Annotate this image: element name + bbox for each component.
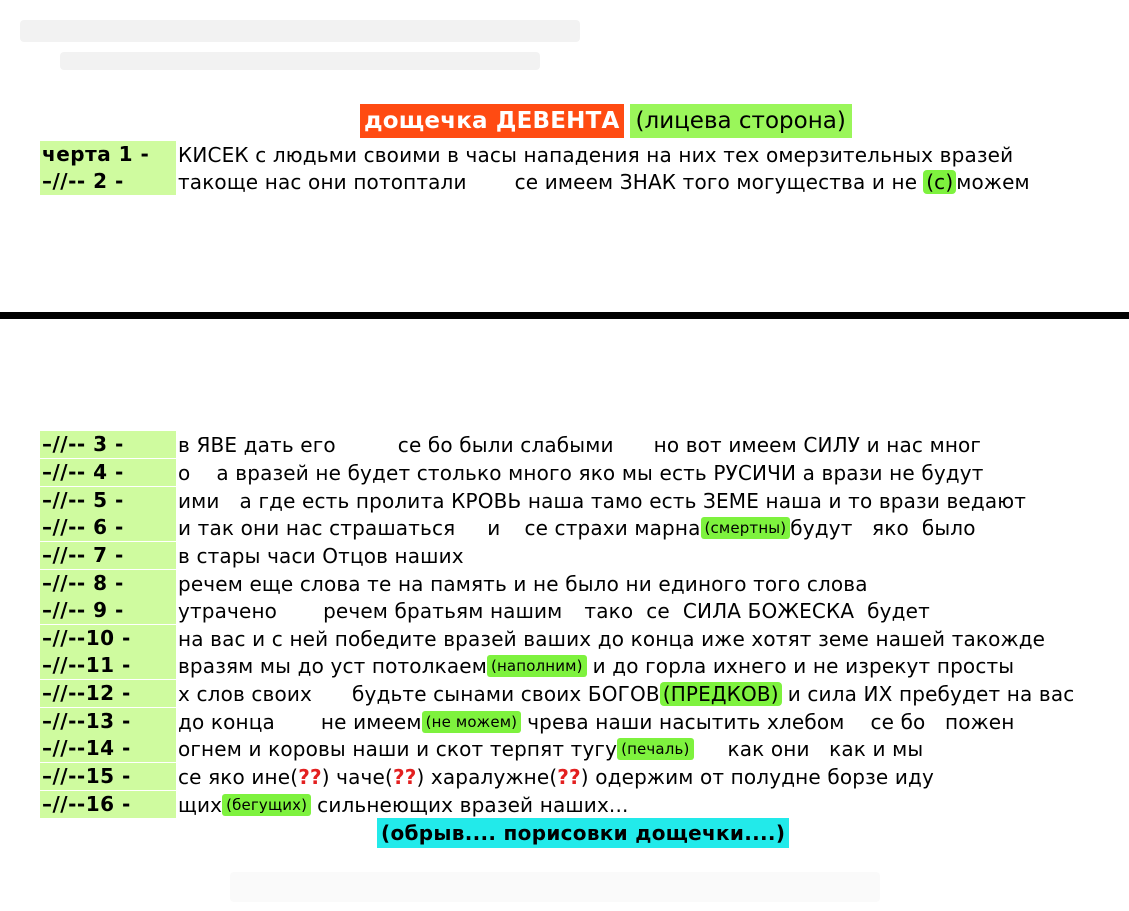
line-text (176, 654, 1014, 678)
line-text-part: такоще нас они потоптали (178, 169, 467, 194)
line-text-part: о (178, 460, 191, 485)
line-label: –//-- 6 - (40, 514, 176, 541)
line-text-part: на вас и с ней победите вразей ваших до конца иже хотят земе нашей такожде (178, 626, 1046, 651)
line-4 (40, 459, 984, 486)
line-label: –//-- 9 - (40, 597, 176, 624)
line-text (176, 737, 923, 761)
line-text-part: будут яко было (790, 515, 976, 540)
line-label: –//--16 - (40, 791, 176, 818)
line-text-part: ) харалужне( (416, 764, 558, 789)
line-15 (40, 763, 934, 790)
title-subtitle: (лицева сторона) (630, 104, 852, 138)
line-text-part: и так они нас страшаться (178, 515, 456, 540)
line-text-part: ими (178, 488, 220, 513)
line-9 (40, 597, 930, 624)
line-text (176, 516, 976, 540)
line-label: –//-- 4 - (40, 459, 176, 486)
line-label: –//-- 8 - (40, 570, 176, 597)
line-text (176, 489, 1026, 513)
highlight-note: (бегущих) (222, 794, 311, 816)
highlight-note: (не можем) (422, 711, 522, 733)
line-10 (40, 625, 1045, 652)
line-text (176, 572, 868, 596)
line-label: –//-- 2 - (40, 168, 176, 195)
line-text-part: щих (178, 792, 223, 817)
line-text-part: можем (956, 169, 1030, 194)
line-label: –//--10 - (40, 625, 176, 652)
line-text (176, 433, 981, 457)
line-text-part: до конца (178, 709, 275, 734)
line-2 (40, 168, 1030, 195)
line-3 (40, 431, 981, 458)
line-8 (40, 570, 868, 597)
line-text-part: ) одержим от полудне борзе иду (580, 764, 934, 789)
line-16 (40, 791, 628, 818)
line-text-part: будьте сынами своих БОГОВ (352, 681, 660, 706)
line-text-part: вразям мы до уст потолкаем (178, 653, 487, 678)
line-label: черта 1 - (40, 141, 176, 168)
line-label: –//--12 - (40, 680, 176, 707)
line-6 (40, 514, 976, 541)
line-12 (40, 680, 1074, 707)
line-text-part: се страхи марна (524, 515, 701, 540)
line-text (176, 682, 1074, 706)
line-text-part: и (487, 515, 501, 540)
line-label: –//--14 - (40, 735, 176, 762)
line-text (176, 544, 464, 568)
title-main: дощечка ДЕВЕНТА (360, 104, 624, 138)
line-text-part: и до горла ихнего и не изрекут просты (592, 653, 1015, 678)
line-1 (40, 141, 1013, 168)
highlight-note: (ПРЕДКОВ) (660, 682, 782, 706)
line-text-part: но вот имеем СИЛУ и нас мног (653, 432, 982, 457)
line-text-part: как они как и мы (727, 736, 924, 761)
document-title (360, 104, 852, 138)
line-text-part: сильнеющих вразей наших... (317, 792, 629, 817)
line-text-part: огнем и коровы наши и скот терпят тугу (178, 736, 618, 761)
line-label: –//-- 3 - (40, 431, 176, 458)
faded-header-artifact (20, 20, 580, 42)
line-text-part: речем братьям нашим (323, 598, 563, 623)
highlight-note: (печаль) (617, 738, 693, 760)
line-text (176, 710, 1014, 734)
section-divider (0, 312, 1129, 319)
line-label: –//-- 5 - (40, 487, 176, 514)
highlight-note: (с) (923, 170, 956, 194)
line-text-part: се яко ине( (178, 764, 299, 789)
line-7 (40, 542, 464, 569)
question-marks: ?? (392, 764, 417, 789)
line-text-part: се бо были слабыми (397, 432, 614, 457)
line-label: –//--13 - (40, 708, 176, 735)
line-5 (40, 487, 1026, 514)
line-text-part: не имеем (320, 709, 422, 734)
line-text-part: а где есть пролита КРОВЬ наша тамо есть ЗЕМЕ наша и то врази ведают (239, 488, 1027, 513)
line-text (176, 599, 930, 623)
line-text-part: ) чаче( (321, 764, 393, 789)
line-label: –//-- 7 - (40, 542, 176, 569)
line-label: –//--11 - (40, 652, 176, 679)
line-text (176, 765, 934, 789)
line-text-part: в стары часи Отцов наших (178, 543, 464, 568)
line-11 (40, 652, 1014, 679)
faded-footer-artifact (230, 872, 880, 902)
faded-header-artifact (60, 52, 540, 70)
line-14 (40, 735, 923, 762)
highlight-note: (смертны) (701, 517, 791, 539)
line-text-part: чрева наши насытить хлебом се бо пожен (527, 709, 1015, 734)
line-text-part: тако се СИЛА БОЖЕСКА будет (584, 598, 930, 623)
line-text (176, 170, 1030, 194)
line-13 (40, 708, 1014, 735)
line-text-part: х слов своих (178, 681, 313, 706)
line-text (176, 793, 628, 817)
question-marks: ?? (298, 764, 322, 789)
line-text-part: в ЯВЕ дать его (178, 432, 336, 457)
fragment-break-note: (обрыв.... порисовки дощечки....) (377, 818, 789, 848)
line-text (176, 627, 1045, 651)
highlight-note: (наполним) (487, 655, 587, 677)
line-text-part: се имеем ЗНАК того могущества и не (514, 169, 918, 194)
line-text (176, 461, 984, 485)
line-text: КИСЕК с людьми своими в часы нападения на них тех омерзительных вразей (178, 142, 1014, 167)
line-text-part: утрачено (178, 598, 278, 623)
line-text-part: а вразей не будет столько много яко мы есть РУСИЧИ а врази не будут (216, 460, 984, 485)
line-label: –//--15 - (40, 763, 176, 790)
line-text-part: и сила ИХ пребудет на вас (787, 681, 1075, 706)
question-marks: ?? (557, 764, 581, 789)
line-text-part: речем еще слова те на память и не было ни единого того слова (178, 571, 868, 596)
